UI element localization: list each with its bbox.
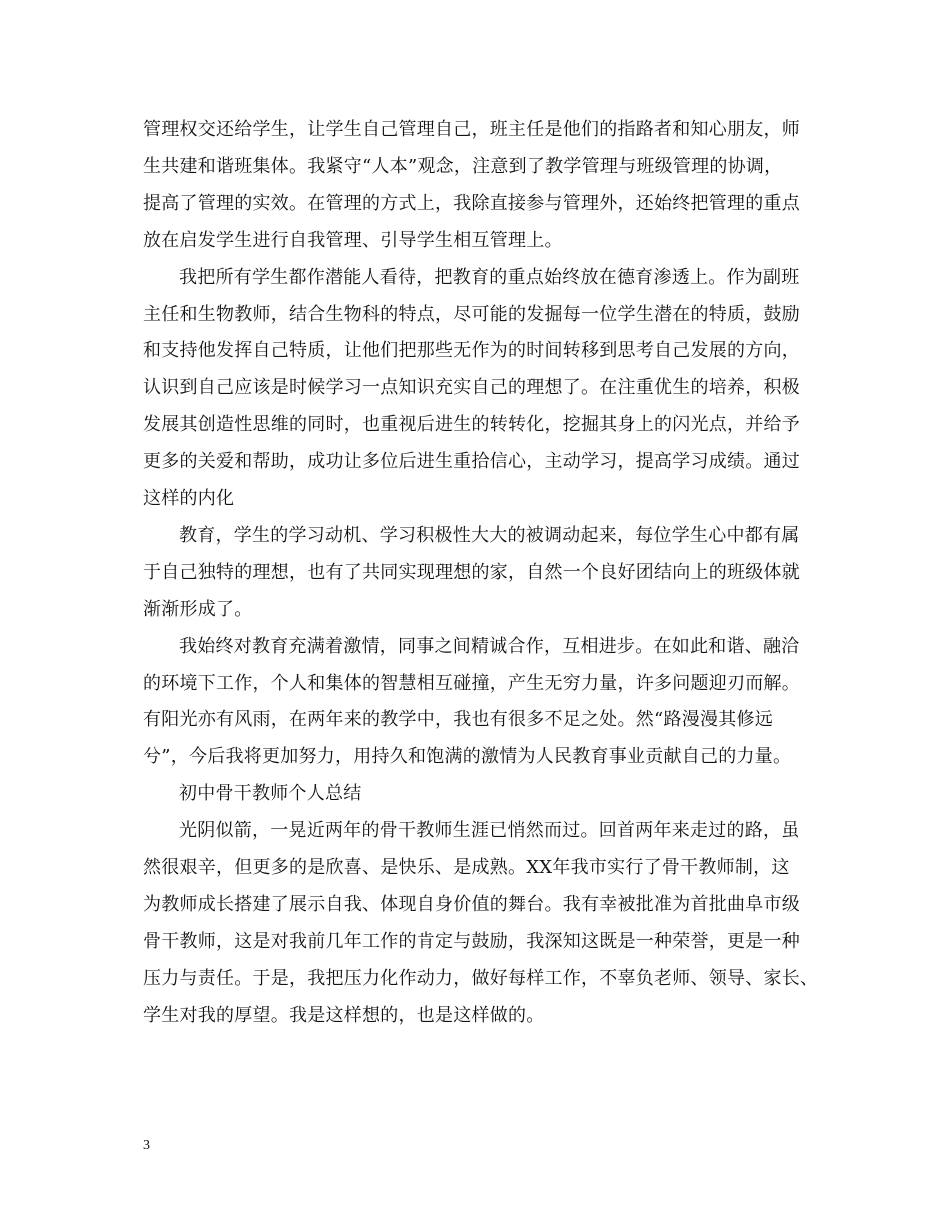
text-line: 这样的内化 bbox=[143, 488, 235, 509]
text-line: 我把所有学生都作潜能人看待，把教育的重点始终放在德育渗透上。作为副班 bbox=[179, 266, 800, 288]
page-number: 3 bbox=[143, 1138, 150, 1153]
text-line: 为教师成长搭建了展示自我、体现自身价值的舞台。我有幸被批准为首批曲阜市级 bbox=[143, 893, 800, 915]
text-line: 兮”，今后我将更加努力，用持久和饱满的激情为人民教育事业贡献自己的力量。 bbox=[143, 746, 792, 768]
text-line: 认识到自己应该是时候学习一点知识充实自己的理想了。在注重优生的培养，积极 bbox=[143, 377, 800, 399]
text-line: 有阳光亦有风雨，在两年来的教学中，我也有很多不足之处。然“路漫漫其修远 bbox=[143, 709, 773, 731]
text-line: 更多的关爱和帮助，成功让多位后进生重拾信心，主动学习，提高学习成绩。通过 bbox=[143, 451, 800, 473]
text-line: 提高了管理的实效。在管理的方式上，我除直接参与管理外，还始终把管理的重点 bbox=[143, 192, 800, 214]
text-line: 教育，学生的学习动机、学习积极性大大的被调动起来，每位学生心中都有属 bbox=[179, 524, 800, 546]
text-line: 和支持他发挥自己特质，让他们把那些无作为的时间转移到思考自己发展的方向， bbox=[143, 340, 800, 362]
text-line: 初中骨干教师个人总结 bbox=[179, 783, 362, 805]
text-line: 主任和生物教师，结合生物科的特点，尽可能的发掘每一位学生潜在的特质，鼓励 bbox=[143, 303, 800, 325]
text-line: 于自己独特的理想，也有了共同实现理想的家，自然一个良好团结向上的班级体就 bbox=[143, 561, 800, 583]
text-line: 我始终对教育充满着激情，同事之间精诚合作，互相进步。在如此和谐、融洽 bbox=[179, 635, 800, 657]
text-line: 光阴似箭，一晃近两年的骨干教师生涯已悄然而过。回首两年来走过的路，虽 bbox=[179, 820, 800, 842]
text-line: 学生对我的厚望。我是这样想的，也是这样做的。 bbox=[143, 1004, 545, 1026]
text-line: 的环境下工作，个人和集体的智慧相互碰撞，产生无穷力量，许多问题迎刃而解。 bbox=[143, 672, 800, 694]
text-line: 渐渐形成了。 bbox=[143, 598, 253, 620]
text-line: 压力与责任。于是，我把压力化作动力，做好每样工作，不辜负老师、领导、家长、 bbox=[143, 967, 819, 989]
text-line: 骨干教师，这是对我前几年工作的肯定与鼓励，我深知这既是一种荣誉，更是一种 bbox=[143, 930, 800, 952]
text-line: 管理权交还给学生，让学生自己管理自己，班主任是他们的指路者和知心朋友，师 bbox=[143, 119, 800, 140]
text-line: 发展其创造性思维的同时，也重视后进生的转转化，挖掘其身上的闪光点，并给予 bbox=[143, 414, 800, 436]
text-line: 然很艰辛，但更多的是欣喜、是快乐、是成熟。XX年我市实行了骨干教师制，这 bbox=[143, 857, 790, 878]
text-line: 放在启发学生进行自我管理、引导学生相互管理上。 bbox=[143, 229, 563, 251]
text-line: 生共建和谐班集体。我紧守“人本”观念，注意到了教学管理与班级管理的协调， bbox=[143, 155, 783, 177]
